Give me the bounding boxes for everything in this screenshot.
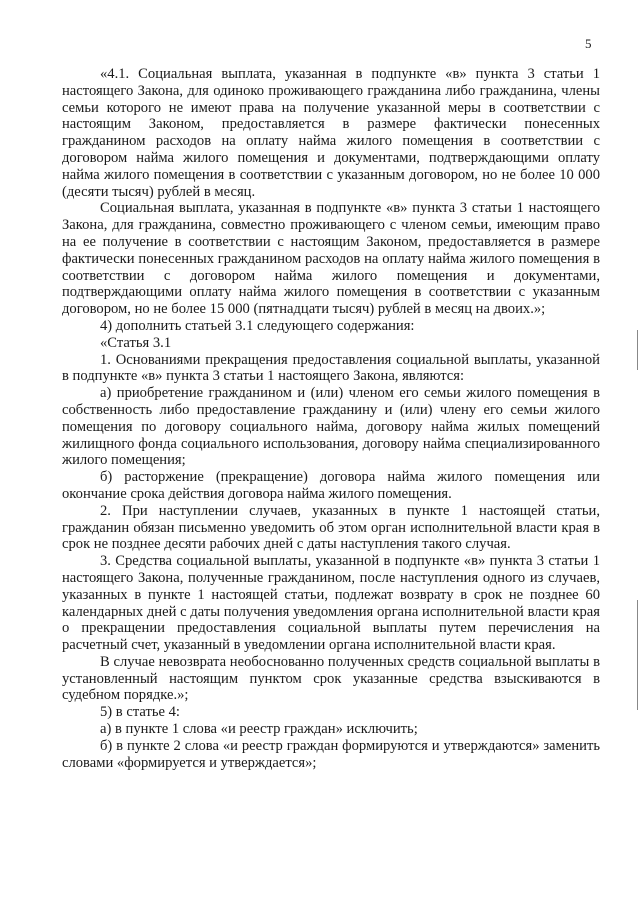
scan-edge-mark [637,330,638,370]
amendment-5-b: б) в пункте 2 слова «и реестр граждан формируются и утверждаются» заменить словами «формируется и утверждается»; [62,737,600,771]
paragraph-amendment-4: 4) дополнить статьей 3.1 следующего содержания: [100,317,415,334]
page-number: 5 [585,36,592,51]
paragraph-amendment-5: 5) в статье 4: [100,704,180,721]
amendment-5-a: а) в пункте 1 слова «и реестр граждан» исключить; [100,721,418,738]
scan-edge-mark [637,600,638,710]
paragraph-4-1-second: Социальная выплата, указанная в подпункте «в» пункта 3 статьи 1 настоящего Закона, для гражданина, совместно проживающего с членом семьи, имеющим право на ее получение в соответствии с настоящим Законом, предоставляется в размере фактически понесенных гражданином расходов на оплату найма жилого помещения в соответствии с договором найма жилого помещения и документами, подтверждающими оплату найма жилого помещения в соответствии с указанным договором, но не более 15 000 (пятнадцати тысяч) рублей в месяц на двоих.»; [62,200,600,318]
article-3-1-point-2: 2. При наступлении случаев, указанных в пункте 1 настоящей статьи, гражданин обязан письменно уведомить об этом орган исполнительной власти края в срок не позднее десяти рабочих дней с даты наступления такого случая. [62,502,600,553]
article-3-1-point-1-b: б) расторжение (прекращение) договора найма жилого помещения или окончание срока действия договора найма жилого помещения. [62,469,600,502]
paragraph-4-1: «4.1. Социальная выплата, указанная в подпункте «в» пункта 3 статьи 1 настоящего Закона, для одиноко проживающего гражданина либо гражданина, члены семьи которого не имеют права на получение указанной меры в соответствии с настоящим Законом, предоставляется в размере фактически понесенных гражданином расходов на оплату найма жилого помещения в соответствии с договором найма жилого помещения и документами, подтверждающими оплату найма жилого помещения в соответствии с указанным договором, но не более 10 000 (десяти тысяч) рублей в месяц. [62,66,600,200]
document-body [62,66,600,771]
article-3-1-point-3: 3. Средства социальной выплаты, указанной в подпункте «в» пункта 3 статьи 1 настоящего Закона, полученные гражданином, после наступления одного из случаев, указанных в пункте 1 настоящей статьи, подлежат возврату в срок не позднее 60 календарных дней с даты получения уведомления органа исполнительной власти края о прекращении предоставления социальной выплаты путем перечисления на расчетный счет, указанный в уведомлении органа исполнительной власти края. [62,553,600,654]
article-3-1-point-1-a: а) приобретение гражданином и (или) членом его семьи жилого помещения в собственность либо предоставление гражданину и (или) члену его семьи жилого помещения по договору социального найма, договору найма жилых помещений жилищного фонда социального использования, договору найма специализированного жилого помещения; [62,385,600,469]
article-3-1-point-3-second: В случае невозврата необоснованно полученных средств социальной выплаты в установленный настоящим пунктом срок указанные средства взыскиваются в судебном порядке.»; [62,653,600,704]
article-3-1-heading: «Статья 3.1 [100,334,172,351]
article-3-1-point-1: 1. Основаниями прекращения предоставления социальной выплаты, указанной в подпункте «в» пункта 3 статьи 1 настоящего Закона, являются: [62,351,600,385]
